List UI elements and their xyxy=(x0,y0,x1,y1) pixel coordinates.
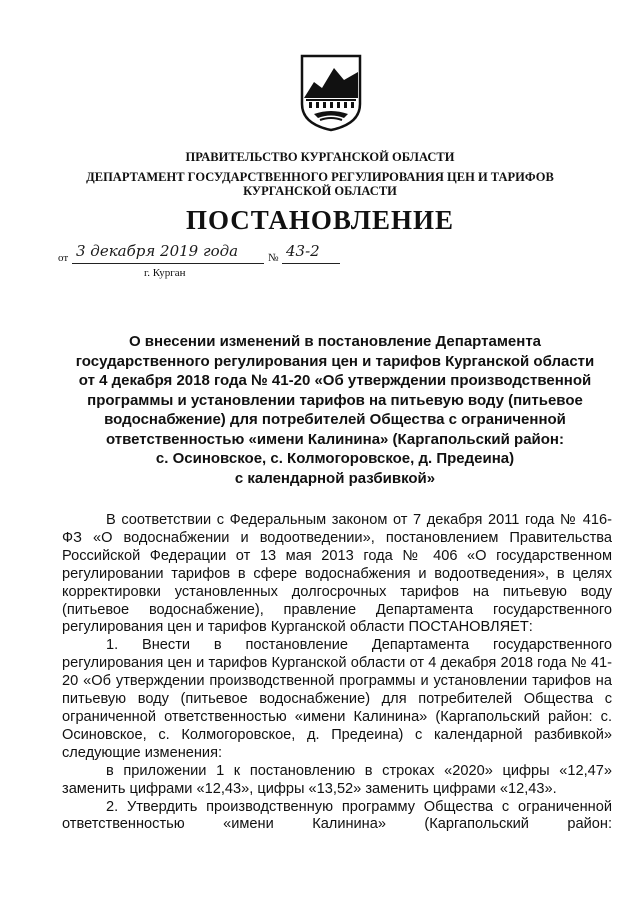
heading-line: ответственностью «имени Калинина» (Каргапольский район: xyxy=(106,430,564,448)
clause-2-paragraph: 2. Утвердить производственную программу Общества с ограниченной ответственностью «имени Калинина» (Каргапольский район: xyxy=(62,798,612,833)
city-name: г. Курган xyxy=(144,267,186,279)
date-from-label: от xyxy=(58,252,69,264)
amendment-paragraph: в приложении 1 к постановлению в строках «2020» цифры «12,47» заменить цифрами «12,43», цифры «13,52» заменить цифрами «12,43». xyxy=(62,762,612,797)
heading-line: программы и установлении тарифов на питьевую воду (питьевое xyxy=(87,391,583,409)
document-type-title: ПОСТАНОВЛЕНИЕ xyxy=(185,205,455,235)
government-name: ПРАВИТЕЛЬСТВО КУРГАНСКОЙ ОБЛАСТИ xyxy=(185,150,455,164)
number-label: № xyxy=(268,252,279,264)
document-body xyxy=(62,512,612,834)
heading-line: с календарной разбивкой» xyxy=(234,469,436,487)
coat-of-arms-emblem xyxy=(300,54,362,132)
number-underline xyxy=(282,263,340,264)
heading-line: с. Осиновское, с. Колмогоровское, д. Предеина) xyxy=(155,450,515,467)
department-name-line1: ДЕПАРТАМЕНТ ГОСУДАРСТВЕННОГО РЕГУЛИРОВАНИЯ ЦЕН И ТАРИФОВ xyxy=(86,170,554,184)
clause-1-paragraph: 1. Внести в постановление Департамента государственного регулирования цен и тарифов Курганской области от 4 декабря 2018 года № 41-20 «Об утверждении производственной программы и установлении тарифов на питьевую воду (питьевое водоснабжение) для потребителей Общества с ограниченной ответственностью «имени Калинина» (Каргапольский район: с. Осиновское, с. Колмогоровское, д. Предеина) с календарной разбивкой» следующие изменения: xyxy=(62,637,612,761)
heading-line: водоснабжение) для потребителей Общества с ограниченной xyxy=(104,411,566,428)
heading-line: от 4 декабря 2018 года № 41-20 «Об утверждении производственной xyxy=(78,372,592,389)
date-underline xyxy=(72,263,264,264)
heading-line: государственного регулирования цен и тарифов Курганской области xyxy=(75,352,595,370)
handwritten-date: 3 декабря 2019 года xyxy=(76,242,239,260)
document-heading xyxy=(60,332,610,488)
heading-line: О внесении изменений в постановление Департамента xyxy=(128,333,542,350)
handwritten-number: 43-2 xyxy=(286,242,320,260)
department-name-line2: КУРГАНСКОЙ ОБЛАСТИ xyxy=(243,184,397,198)
preamble-paragraph: В соответствии с Федеральным законом от 7 декабря 2011 года № 416-ФЗ «О водоснабжении и водоотведении», постановлением Правительства Российской Федерации от 13 мая 2013 года № 406 «О государственном регулировании тарифов в сфере водоснабжения и водоотведения», в целях корректировки установленных долгосрочных тарифов на питьевую воду (питьевое водоснабжение), правление Департамента государственного регулирования цен и тарифов Курганской области ПОСТАНОВЛЯЕТ: xyxy=(62,512,612,636)
